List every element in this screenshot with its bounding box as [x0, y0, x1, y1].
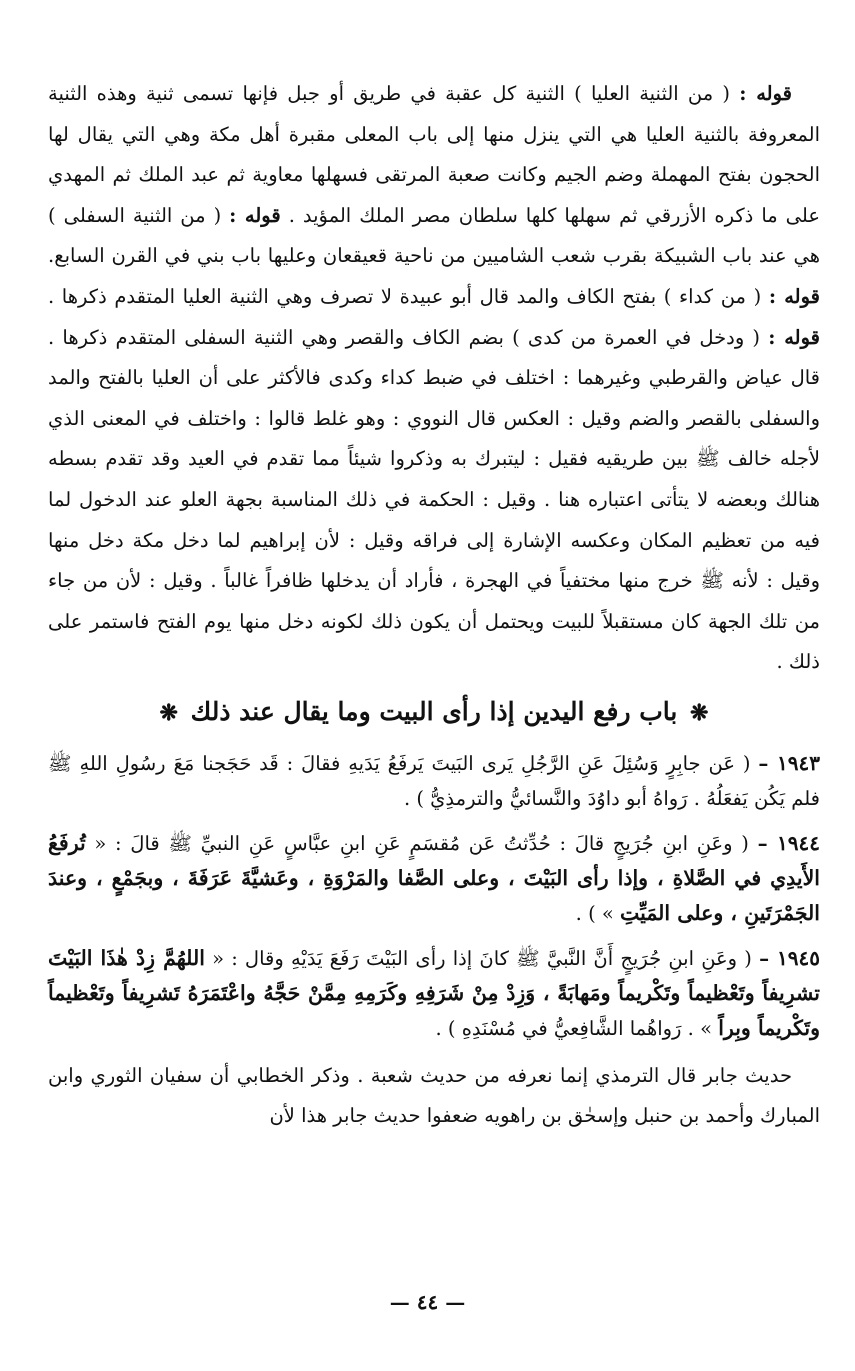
- commentary-segment: ( من الثنية السفلى ) هي عند باب الشبيكة بقرب شعب الشاميين من ناحية قعيقعان وعليها باب بني في القرن السابع.: [48, 203, 820, 268]
- hadith-matn: تُرفَعُ الأَيدِي في الصَّلاةِ ، وإذا رأى البَيْتَ ، وعلى الصَّفا والمَرْوَةِ ، وعَشيَّةَ عَرَفَةَ ، وبجَمْعٍ ، وعندَ الجَمْرَتَينِ ، وعلى المَيِّتِ: [48, 830, 820, 925]
- commentary-segment: ( ودخل في العمرة من كدى ) بضم الكاف والقصر وهي الثنية السفلى المتقدم ذكرها . قال عياض والقرطبي وغيرهما : اختلف في ضبط كداء وكدى فالأكثر على أن العليا بالفتح والمد والسفلى بالقصر والضم وقيل : العكس قال النووي : وهو غلط قالوا : واختلف في المعنى الذي لأجله خالف ﷺ بين طريقيه فقيل : ليتبرك به وذكروا شيئاً مما تقدم في العيد وقد تقدم بسطه هنالك وبعضه لا يتأتى اعتباره هنا . وقيل : الحكمة في ذلك المناسبة بجهة العلو عند الدخول لما فيه من تعظيم المكان وعكسه الإشارة إلى فراقه وقيل : لأن إبراهيم لما دخل مكة دخل منها وقيل : لأنه ﷺ خرج منها مختفياً في الهجرة ، فأراد أن يدخلها ظافراً غالباً . وقيل : لأن من جاء من تلك الجهة كان مستقبلاً للبيت ويحتمل أن يكون ذلك لكونه دخل منها يوم الفتح فاستمر على ذلك .: [48, 325, 820, 674]
- qawluhu-label: قوله :: [768, 325, 820, 349]
- hadith-entry: [48, 941, 820, 1046]
- commentary-segment: ( من كداء ) بفتح الكاف والمد قال أبو عبيدة لا تصرف وهي الثنية العليا المتقدم ذكرها .: [48, 284, 769, 308]
- hadith-text: ( عَن جابِرٍ وَسُئِلَ عَنِ الرَّجُلِ يَرى البَيتَ يَرفَعُ يَدَيهِ فقالَ : قَد حَجَجنا مَعَ رسُولِ اللهِ ﷺ فلم يَكُن يَفعَلُهُ . رَواهُ أبو داوُدَ والنَّسائيُّ والترمذِيُّ ) .: [48, 751, 820, 810]
- hadith-text: » ) .: [575, 901, 621, 925]
- hadith-text: ( وعَنِ ابنِ جُرَيجٍ أَنَّ النَّبيَّ ﷺ كانَ إذا رأى البَيْتَ رَفَعَ يَدَيْهِ وقال : «: [204, 946, 760, 970]
- hadith-number: ١٩٤٣ –: [758, 750, 820, 775]
- commentary-segment: ( من الثنية العليا ) الثنية كل عقبة في طريق أو جبل فإنها تسمى ثنية وهذه الثنية المعروفة بالثنية العليا هي التي ينزل منها إلى باب المعلى مقبرة أهل مكة وهي التي يقال لها الحجون بفتح المهملة وضم الجيم وكانت صعبة المرتقى فسهلها معاوية ثم عبد الملك ثم المهدي على ما ذكره الأزرقي ثم سهلها كلها سلطان مصر الملك المؤيد .: [48, 82, 821, 227]
- hadith-entry: [48, 826, 820, 931]
- hadith-number: ١٩٤٤ –: [757, 830, 820, 855]
- ornament-icon: ❋: [159, 699, 178, 726]
- hadith-matn: اللهُمَّ زِدْ هٰذَا البَيْتَ تشرِيفاً وتَعْظيماً وتَكْريماً ومَهابَةً ، وَزِدْ مِنْ شَرَفِهِ وكَرَمِهِ مِمَّنْ حَجَّهُ واعْتَمَرَهُ تَشرِيفاً وتَعْظيماً وتَكْريماً وبِراً: [48, 945, 820, 1040]
- hadith-text: ( وعَنِ ابنِ جُرَيجٍ قالَ : حُدِّثتُ عَن مُقسَمٍ عَنِ ابنِ عبَّاسٍ عَنِ النبيِّ ﷺ قالَ : «: [85, 831, 758, 855]
- qawluhu-label: قوله :: [739, 82, 793, 105]
- qawluhu-label: قوله :: [229, 203, 281, 227]
- commentary-text: [48, 74, 820, 683]
- page-content: [48, 74, 820, 1155]
- chapter-heading: [48, 691, 820, 734]
- qawluhu-label: قوله :: [768, 284, 820, 308]
- ornament-icon: ❋: [690, 699, 709, 726]
- page-number: — ٤٤ —: [389, 1290, 466, 1314]
- hadith-entry: [48, 746, 820, 816]
- chapter-title: باب رفع اليدين إذا رأى البيت وما يقال عند ذلك: [190, 696, 678, 726]
- hadith-note: حديث جابر قال الترمذي إنما نعرفه من حديث شعبة . وذكر الخطابي أن سفيان الثوري وابن المبارك وأحمد بن حنبل وإسحٰق بن راهويه ضعفوا حديث جابر هذا لأن: [48, 1063, 820, 1127]
- hadith-text: » . رَواهُما الشَّافِعيُّ في مُسْنَدِهِ ) .: [435, 1016, 719, 1040]
- hadith-number: ١٩٤٥ –: [759, 945, 820, 970]
